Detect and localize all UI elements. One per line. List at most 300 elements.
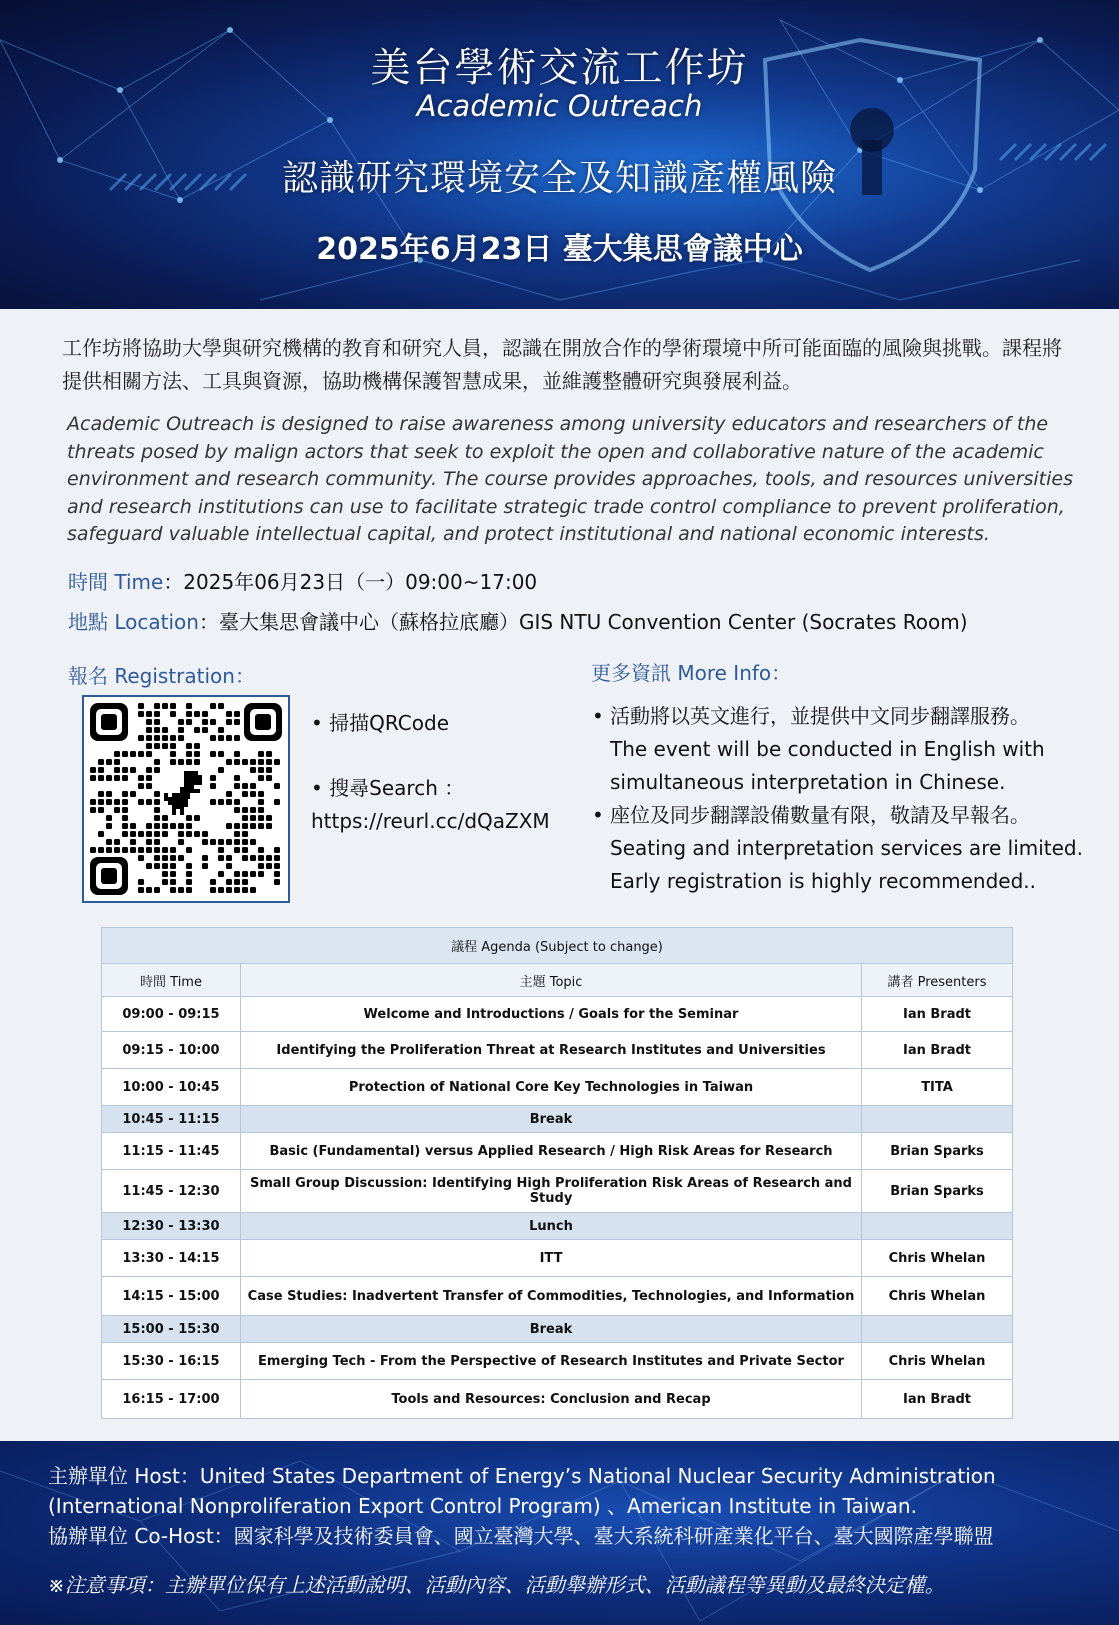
notice-text: ※注意事項：主辦單位保有上述活動說明、活動內容、活動舉辦形式、活動議程等異動及最終決定權。 — [48, 1573, 945, 1597]
language-notice-zh: 活動將以英文進行，並提供中文同步翻譯服務。 — [610, 704, 1030, 728]
qr-module — [138, 783, 144, 789]
qr-module — [130, 831, 136, 837]
qr-module — [154, 799, 160, 805]
qr-module — [106, 847, 112, 853]
qr-module — [138, 703, 144, 709]
qr-module — [114, 847, 120, 853]
qr-module — [106, 839, 112, 845]
qr-module — [226, 823, 232, 829]
qr-module — [170, 759, 176, 765]
time-cell: 15:00 - 15:30 — [102, 1316, 241, 1343]
topic-cell: Case Studies: Inadvertent Transfer of Commodities, Technologies, and Information — [241, 1277, 862, 1316]
qr-module — [170, 703, 176, 709]
qr-module — [146, 783, 152, 789]
qr-module — [170, 743, 176, 749]
qr-module — [162, 831, 168, 837]
qr-module — [250, 815, 256, 821]
time-label: 時間 Time — [68, 570, 164, 594]
qr-module — [202, 727, 208, 733]
qr-module — [226, 839, 232, 845]
qr-module — [266, 815, 272, 821]
qr-module — [162, 879, 168, 885]
qr-module — [210, 751, 216, 757]
qr-module — [226, 879, 232, 885]
qr-module — [210, 887, 216, 893]
qr-module — [130, 839, 136, 845]
qr-module — [186, 831, 192, 837]
presenter-cell: TITA — [862, 1069, 1013, 1106]
qr-module — [154, 855, 160, 861]
qr-module — [242, 783, 248, 789]
list-item — [592, 700, 1102, 799]
presenter-cell: Brian Sparks — [862, 1133, 1013, 1170]
host-text: 主辦單位 Host：United States Department of Energy’s National Nuclear Security Administration (International Nonproliferation Export Control Program) 、American Institute in Taiwan. — [48, 1464, 996, 1518]
qr-module — [154, 767, 160, 773]
qr-module — [194, 831, 200, 837]
qr-module — [138, 879, 144, 885]
qr-module — [234, 735, 240, 741]
qr-module — [258, 871, 264, 877]
qr-module — [154, 839, 160, 845]
time-cell: 15:30 - 16:15 — [102, 1343, 241, 1380]
qr-module — [130, 791, 136, 797]
qr-module — [242, 791, 248, 797]
qr-module — [258, 791, 264, 797]
qr-module — [178, 719, 184, 725]
qr-module — [154, 831, 160, 837]
qr-module — [218, 767, 224, 773]
qr-module — [138, 799, 144, 805]
time-cell: 16:15 - 17:00 — [102, 1380, 241, 1419]
more-info-heading: 更多資訊 More Info： — [591, 661, 792, 685]
qr-module — [226, 759, 232, 765]
topic-cell: Small Group Discussion: Identifying High Proliferation Risk Areas of Research and Study — [241, 1170, 862, 1213]
qr-module — [138, 887, 144, 893]
title-en: Academic Outreach — [416, 89, 703, 123]
seating-notice-zh: 座位及同步翻譯設備數量有限，敬請及早報名。 — [610, 803, 1030, 827]
qr-module — [138, 711, 144, 717]
qr-module — [210, 719, 216, 725]
qr-module — [210, 735, 216, 741]
qr-module — [266, 775, 272, 781]
qr-module — [106, 791, 112, 797]
qr-code[interactable] — [82, 695, 290, 903]
qr-module — [162, 847, 168, 853]
table-row — [102, 1170, 1013, 1213]
qr-module — [90, 807, 96, 813]
presenter-cell: Chris Whelan — [862, 1277, 1013, 1316]
qr-module — [274, 847, 280, 853]
qr-code-icon — [84, 697, 288, 901]
topic-cell: Break — [241, 1316, 862, 1343]
qr-module — [90, 799, 96, 805]
qr-module — [242, 759, 248, 765]
qr-module — [146, 727, 152, 733]
qr-module — [122, 807, 128, 813]
subtitle-zh: 認識研究環境安全及知識產權風險 — [281, 158, 837, 199]
qr-module — [130, 751, 136, 757]
qr-module — [194, 711, 200, 717]
qr-module — [122, 831, 128, 837]
qr-module — [258, 799, 264, 805]
qr-module — [210, 783, 216, 789]
qr-module — [170, 863, 176, 869]
qr-module — [274, 799, 280, 805]
table-row — [102, 1106, 1013, 1133]
qr-module — [234, 871, 240, 877]
qr-module — [154, 743, 160, 749]
qr-module — [234, 775, 240, 781]
topic-cell: Identifying the Proliferation Threat at Research Institutes and Universities — [241, 1032, 862, 1069]
qr-module — [98, 767, 104, 773]
qr-module — [114, 751, 120, 757]
qr-module — [98, 847, 104, 853]
header-banner — [0, 0, 1119, 309]
qr-module — [194, 743, 200, 749]
table-row — [102, 1343, 1013, 1380]
qr-module — [98, 759, 104, 765]
seating-notice-en: Seating and interpretation services are limited. Early registration is highly recommended.. — [610, 836, 1083, 893]
qr-module — [242, 847, 248, 853]
qr-module — [234, 799, 240, 805]
qr-module — [154, 863, 160, 869]
qr-module — [186, 871, 192, 877]
qr-module — [122, 751, 128, 757]
qr-module — [226, 887, 232, 893]
qr-module — [194, 727, 200, 733]
agenda-caption: 議程 Agenda (Subject to change) — [102, 928, 1013, 964]
qr-module — [242, 887, 248, 893]
cohost-text: 協辦單位 Co-Host：國家科學及技術委員會、國立臺灣大學、臺大系統科研產業化平台、臺大國際產學聯盟 — [48, 1524, 994, 1548]
location-label: 地點 Location — [68, 610, 199, 634]
qr-module — [162, 735, 168, 741]
qr-module — [242, 871, 248, 877]
qr-module — [98, 791, 104, 797]
table-row — [102, 1240, 1013, 1277]
qr-module — [234, 839, 240, 845]
qr-module — [194, 815, 200, 821]
qr-module — [266, 767, 272, 773]
qr-module — [242, 879, 248, 885]
qr-module — [170, 855, 176, 861]
registration-heading: 報名 Registration： — [68, 664, 255, 688]
qr-module — [274, 783, 280, 789]
qr-module — [218, 799, 224, 805]
qr-module — [154, 711, 160, 717]
qr-module — [122, 775, 128, 781]
table-row — [102, 1069, 1013, 1106]
qr-module — [138, 775, 144, 781]
qr-module — [170, 887, 176, 893]
qr-module — [122, 823, 128, 829]
qr-module — [258, 759, 264, 765]
qr-module — [250, 807, 256, 813]
qr-module — [154, 791, 160, 797]
qr-module — [146, 887, 152, 893]
qr-module — [266, 863, 272, 869]
list-item — [592, 799, 1102, 898]
qr-module — [218, 751, 224, 757]
qr-module — [186, 879, 192, 885]
qr-module — [178, 759, 184, 765]
qr-module — [274, 879, 280, 885]
topic-cell: Tools and Resources: Conclusion and Recap — [241, 1380, 862, 1419]
qr-module — [242, 831, 248, 837]
qr-module — [178, 735, 184, 741]
qr-module — [234, 711, 240, 717]
agenda-table — [101, 927, 1013, 1419]
qr-module — [234, 831, 240, 837]
location-line — [68, 606, 968, 635]
qr-module — [234, 807, 240, 813]
qr-module — [234, 879, 240, 885]
qr-module — [114, 807, 120, 813]
qr-module — [146, 839, 152, 845]
date-venue: 2025年6月23日 臺大集思會議中心 — [316, 232, 803, 267]
qr-module — [106, 759, 112, 765]
qr-module — [274, 855, 280, 861]
qr-module — [258, 751, 264, 757]
bullet-icon: • — [592, 704, 604, 728]
qr-module — [90, 775, 96, 781]
qr-module — [114, 799, 120, 805]
qr-module — [154, 735, 160, 741]
qr-module — [242, 839, 248, 845]
qr-module — [162, 815, 168, 821]
qr-module — [258, 767, 264, 773]
qr-module — [218, 703, 224, 709]
qr-module — [146, 735, 152, 741]
presenter-cell: Brian Sparks — [862, 1170, 1013, 1213]
qr-module — [250, 855, 256, 861]
qr-module — [170, 879, 176, 885]
qr-module — [170, 871, 176, 877]
qr-module — [162, 743, 168, 749]
qr-module — [218, 855, 224, 861]
time-cell: 13:30 - 14:15 — [102, 1240, 241, 1277]
qr-module — [266, 751, 272, 757]
qr-module — [234, 847, 240, 853]
qr-module — [146, 799, 152, 805]
qr-module — [250, 887, 256, 893]
qr-module — [234, 823, 240, 829]
qr-module — [130, 767, 136, 773]
qr-module — [154, 815, 160, 821]
qr-module — [202, 711, 208, 717]
qr-module — [186, 887, 192, 893]
qr-module — [202, 839, 208, 845]
qr-module — [186, 751, 192, 757]
qr-module — [218, 735, 224, 741]
table-row — [102, 1032, 1013, 1069]
qr-module — [202, 831, 208, 837]
qr-module — [218, 887, 224, 893]
qr-module — [162, 863, 168, 869]
qr-module — [114, 839, 120, 845]
qr-module — [106, 799, 112, 805]
qr-module — [178, 831, 184, 837]
time-cell: 14:15 - 15:00 — [102, 1277, 241, 1316]
qr-module — [162, 855, 168, 861]
qr-module — [146, 775, 152, 781]
qr-module — [226, 735, 232, 741]
more-info-list — [592, 700, 1102, 898]
qr-module — [258, 775, 264, 781]
qr-module — [106, 775, 112, 781]
bullet-icon: • — [592, 803, 604, 827]
qr-module — [234, 719, 240, 725]
language-notice-en: The event will be conducted in English with simultaneous interpretation in Chinese. — [610, 737, 1045, 794]
qr-module — [138, 751, 144, 757]
time-cell: 09:00 - 09:15 — [102, 997, 241, 1032]
qr-module — [130, 847, 136, 853]
qr-module — [266, 855, 272, 861]
qr-module — [154, 727, 160, 733]
qr-module — [250, 783, 256, 789]
qr-module — [186, 847, 192, 853]
table-row — [102, 997, 1013, 1032]
qr-module — [114, 767, 120, 773]
qr-module — [250, 871, 256, 877]
qr-module — [178, 823, 184, 829]
presenter-cell: Chris Whelan — [862, 1240, 1013, 1277]
qr-module — [138, 855, 144, 861]
qr-module — [226, 791, 232, 797]
qr-module — [234, 887, 240, 893]
search-text: • 搜尋Search ： — [311, 776, 465, 800]
topic-cell: ITT — [241, 1240, 862, 1277]
qr-module — [266, 823, 272, 829]
scan-qrcode-text: • 掃描QRCode — [311, 711, 449, 735]
time-cell: 11:45 - 12:30 — [102, 1170, 241, 1213]
qr-module — [210, 775, 216, 781]
qr-module — [90, 847, 96, 853]
qr-module — [226, 719, 232, 725]
qr-module — [98, 775, 104, 781]
qr-module — [154, 887, 160, 893]
qr-module — [186, 823, 192, 829]
qr-module — [218, 727, 224, 733]
qr-module — [170, 751, 176, 757]
qr-module — [154, 847, 160, 853]
qr-module — [154, 719, 160, 725]
qr-module — [274, 863, 280, 869]
qr-module — [202, 863, 208, 869]
qr-module — [250, 767, 256, 773]
qr-module — [170, 847, 176, 853]
qr-module — [122, 767, 128, 773]
qr-module — [226, 855, 232, 861]
qr-module — [178, 727, 184, 733]
qr-module — [122, 847, 128, 853]
qr-module — [170, 735, 176, 741]
qr-module — [258, 815, 264, 821]
topic-cell: Break — [241, 1106, 862, 1133]
qr-module — [98, 831, 104, 837]
registration-methods — [311, 707, 550, 838]
qr-module — [170, 823, 176, 829]
qr-module — [234, 751, 240, 757]
intro-en: Academic Outreach is designed to raise awareness among university educators and researchers of the threats posed by malign actors that seek to exploit the open and collaborative nature of the academic environment and research community. The course provides approaches, tools, and resources universities and research institutions can use to facilitate strategic trade control compliance to prevent proliferation, safeguard valuable intellectual capital, and protect institutional and national economic interests. — [67, 413, 1073, 545]
qr-module — [250, 791, 256, 797]
qr-module — [186, 711, 192, 717]
qr-module — [234, 783, 240, 789]
table-row — [102, 1277, 1013, 1316]
time-cell: 12:30 - 13:30 — [102, 1213, 241, 1240]
qr-module — [274, 759, 280, 765]
qr-module — [258, 863, 264, 869]
qr-module — [186, 759, 192, 765]
qr-module — [202, 855, 208, 861]
qr-module — [162, 727, 168, 733]
qr-module — [194, 751, 200, 757]
table-row — [102, 1316, 1013, 1343]
intro-zh: 工作坊將協助大學與研究機構的教育和研究人員，認識在開放合作的學術環境中所可能面臨的風險與挑戰。課程將提供相關方法、工具與資源，協助機構保護智慧成果，並維護整體研究與發展利益。 — [62, 336, 1062, 393]
qr-module — [258, 855, 264, 861]
table-row — [102, 1213, 1013, 1240]
presenter-cell — [862, 1106, 1013, 1133]
presenter-cell: Ian Bradt — [862, 1032, 1013, 1069]
presenter-cell: Ian Bradt — [862, 997, 1013, 1032]
qr-module — [194, 759, 200, 765]
column-header-presenters: 講者 Presenters — [862, 964, 1013, 997]
topic-cell: Protection of National Core Key Technologies in Taiwan — [241, 1069, 862, 1106]
registration-link[interactable]: https://reurl.cc/dQaZXM — [311, 809, 550, 833]
qr-module — [178, 855, 184, 861]
time-value: ：2025年06月23日（一）09:00~17:00 — [163, 570, 538, 594]
qr-module — [210, 879, 216, 885]
qr-module — [218, 839, 224, 845]
qr-module — [210, 703, 216, 709]
qr-module — [210, 799, 216, 805]
qr-module — [154, 823, 160, 829]
qr-module — [90, 767, 96, 773]
qr-module — [186, 815, 192, 821]
presenter-cell — [862, 1316, 1013, 1343]
qr-module — [186, 719, 192, 725]
qr-module — [146, 847, 152, 853]
qr-module — [114, 775, 120, 781]
table-row — [102, 1133, 1013, 1170]
qr-module — [242, 823, 248, 829]
qr-module — [162, 823, 168, 829]
time-cell: 11:15 - 11:45 — [102, 1133, 241, 1170]
qr-module — [186, 703, 192, 709]
qr-module — [106, 823, 112, 829]
qr-module — [234, 759, 240, 765]
qr-module — [170, 711, 176, 717]
qr-module — [266, 759, 272, 765]
qr-module — [154, 759, 160, 765]
qr-module — [250, 759, 256, 765]
qr-module — [242, 807, 248, 813]
time-cell: 10:00 - 10:45 — [102, 1069, 241, 1106]
presenter-cell: Ian Bradt — [862, 1380, 1013, 1419]
qr-module — [138, 831, 144, 837]
qr-module — [106, 815, 112, 821]
qr-module — [162, 703, 168, 709]
qr-module — [242, 855, 248, 861]
qr-module — [146, 767, 152, 773]
qr-module — [122, 815, 128, 821]
topic-cell: Lunch — [241, 1213, 862, 1240]
qr-module — [178, 839, 184, 845]
agenda-header-row — [102, 964, 1013, 997]
qr-module — [138, 847, 144, 853]
qr-module — [226, 799, 232, 805]
qr-module — [146, 831, 152, 837]
location-value: ：臺大集思會議中心（蘇格拉底廳）GIS NTU Convention Center (Socrates Room) — [198, 610, 968, 634]
